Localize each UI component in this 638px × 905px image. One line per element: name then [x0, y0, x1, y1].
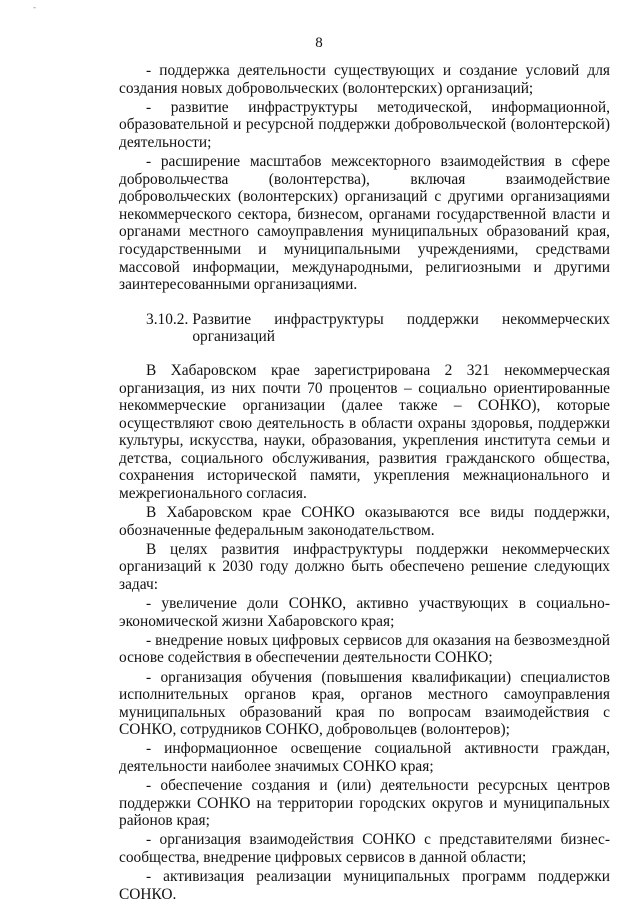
body-paragraph: В Хабаровском крае СОНКО оказываются все виды поддержки, обозначенные федеральным законодательством.	[119, 504, 610, 539]
task-item: - информационное освещение социальной активности граждан, деятельности наиболее значимых СОНКО края;	[119, 740, 610, 775]
list-item: - поддержка деятельности существующих и создание условий для создания новых добровольческих (волонтерских) организаций;	[119, 62, 610, 97]
section-heading	[119, 311, 610, 346]
body-paragraph: В Хабаровском крае зарегистрирована 2 321 некоммерческая организация, из них почти 70 процентов – социально ориентированные некоммерческие организации (далее также – СОНКО), которые осуществляют свою деятельность в области охраны здоровья, поддержки культуры, искусства, науки, образования, укрепления института семьи и детства, социального обслуживания, развития гражданского общества, сохранения исторической памяти, укрепления межнационального и межрегионального согласия.	[119, 361, 610, 503]
page-number: 8	[315, 35, 323, 51]
list-item: - развитие инфраструктуры методической, информационной, образовательной и ресурсной поддержки добровольческой (волонтерской) деятельности;	[119, 98, 610, 151]
task-item: - активизация реализации муниципальных программ поддержки СОНКО.	[119, 868, 610, 903]
document-body	[119, 62, 610, 905]
list-item: - расширение масштабов межсекторного взаимодействия в сфере добровольчества (волонтерства), включая взаимодействие добровольческих (волонтерских) организаций с другими организациями некоммерческого сектора, бизнесом, органами государственной власти и органами местного самоуправления муниципальных образований края, государственными и муниципальными учреждениями, средствами массовой информации, международными, религиозными и другими заинтересованными организациями.	[119, 152, 610, 294]
corner-mark: -	[33, 2, 36, 12]
section-title: Развитие инфраструктуры поддержки некоммерческих организаций	[192, 310, 610, 346]
section-number: 3.10.2.	[146, 310, 189, 328]
task-item: - увеличение доли СОНКО, активно участвующих в социально-экономической жизни Хабаровского края;	[119, 595, 610, 630]
body-paragraph: В целях развития инфраструктуры поддержки некоммерческих организаций к 2030 году должно быть обеспечено решение следующих задач:	[119, 540, 610, 594]
task-item: - обеспечение создания и (или) деятельности ресурсных центров поддержки СОНКО на территории городских округов и муниципальных районов края;	[119, 777, 610, 830]
task-item: - организация взаимодействия СОНКО с представителями бизнес-сообщества, внедрение цифровых сервисов в данной области;	[119, 831, 610, 866]
task-item: - внедрение новых цифровых сервисов для оказания на безвозмездной основе содействия в обеспечении деятельности СОНКО;	[119, 631, 610, 667]
task-item: - организация обучения (повышения квалификации) специалистов исполнительных органов края, органов местного самоуправления муниципальных образований края по вопросам взаимодействия с СОНКО, сотрудников СОНКО, добровольцев (волонтеров);	[119, 668, 610, 739]
